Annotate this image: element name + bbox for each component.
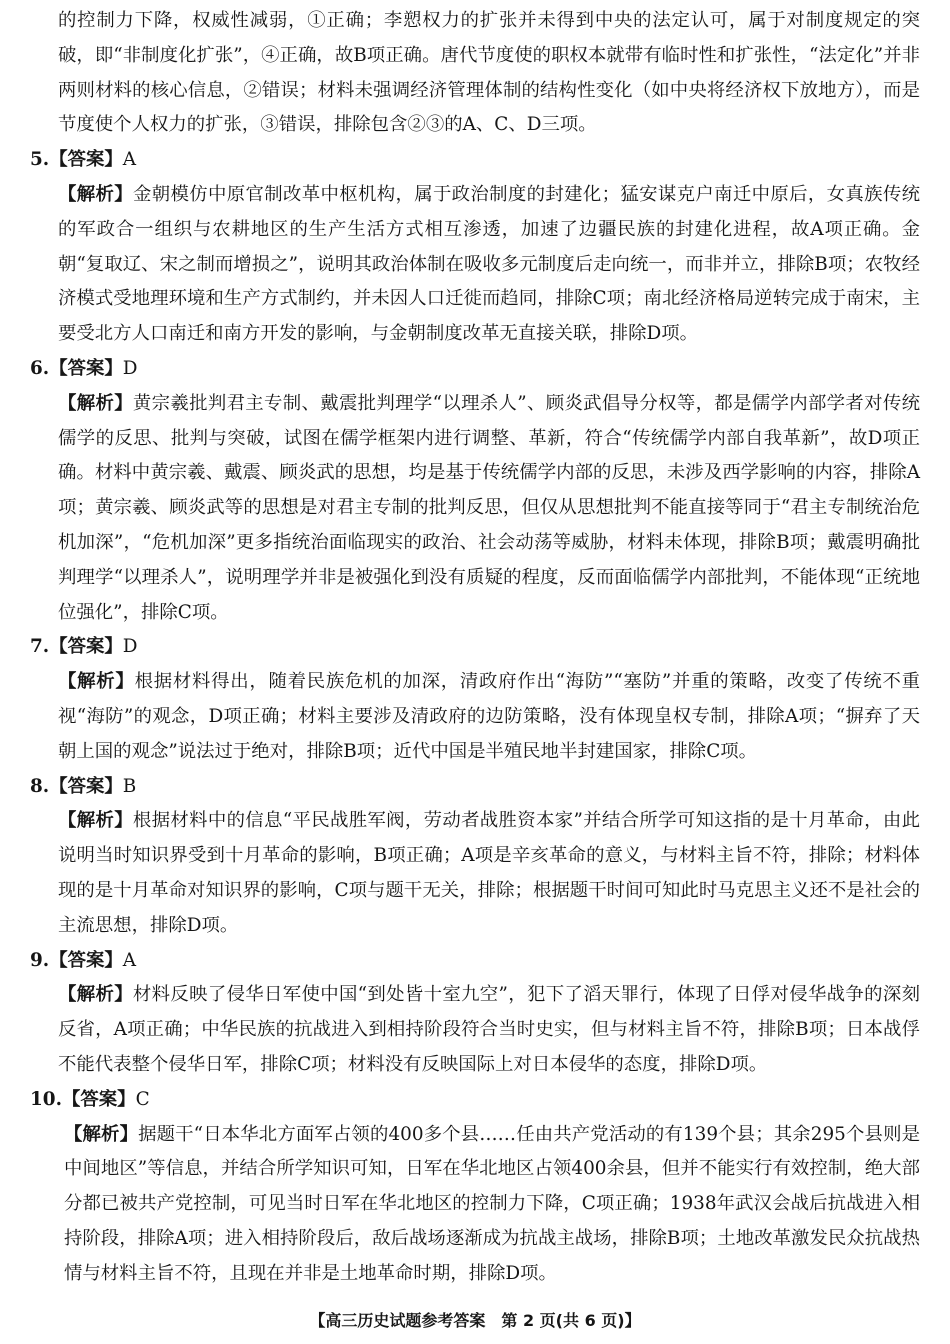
answer-value: D (122, 636, 138, 658)
question-number: 5. (30, 149, 50, 171)
question-number: 7. (30, 636, 50, 658)
answer-line (30, 143, 920, 178)
page-footer: 【高三历史试题参考答案 第 2 页(共 6 页)】 (309, 1311, 641, 1330)
analysis-text: 据题干“日本华北方面军占领的400多个县……任由共产党活动的有139个县；其余295个县则是中间地区”等信息，并结合所学知识可知，日军在华北地区占领400余县，但并不能实行有效控制，绝大部分都已被共产党控制，可见当时日军在华北地区的控制力下降，C项正确；1938年武汉会战后抗战进入相持阶段，排除A项；进入相持阶段后，敌后战场逐渐成为抗战主战场，排除B项；土地改革激发民众抗战热情与材料主旨不符，且现在并非是土地革命时期，排除D项。 (64, 1123, 920, 1284)
analysis-text: 材料反映了侵华日军使中国“到处皆十室九空”，犯下了滔天罪行，体现了日俘对侵华战争的深刻反省，A项正确；中华民族的抗战进入到相持阶段符合当时史实，但与材料主旨不符，排除B项；日本战俘不能代表整个侵华日军，排除C项；材料没有反映国际上对日本侵华的态度，排除D项。 (58, 984, 920, 1075)
answer-tag: 【答案】 (49, 357, 123, 379)
question-block-9 (30, 944, 920, 1083)
answer-line (30, 1083, 920, 1118)
answer-line (30, 770, 920, 805)
analysis-paragraph (30, 387, 920, 631)
answer-line (30, 352, 920, 387)
question-block-6 (30, 352, 920, 630)
analysis-tag: 【解析】 (58, 984, 133, 1006)
question-number: 8. (30, 775, 50, 797)
analysis-tag: 【解析】 (64, 1123, 139, 1145)
analysis-text: 根据材料得出，随着民族危机的加深，清政府作出“海防”“塞防”并重的策略，改变了传统不重视“海防”的观念，D项正确；材料主要涉及清政府的边防策略，没有体现皇权专制，排除A项；“摒弃了天朝上国的观念”说法过于绝对，排除B项；近代中国是半殖民地半封建国家，排除C项。 (58, 671, 920, 762)
answer-tag: 【答案】 (49, 149, 123, 171)
analysis-tag: 【解析】 (58, 810, 133, 832)
answer-value: B (122, 775, 137, 797)
analysis-paragraph (30, 1118, 920, 1292)
analysis-tag: 【解析】 (58, 671, 135, 693)
continued-paragraph: 的控制力下降，权威性减弱，①正确；李愬权力的扩张并未得到中央的法定认可，属于对制度规定的突破，即“非制度化扩张”，④正确，故B项正确。唐代节度使的职权本就带有临时性和扩张性，“法定化”并非两则材料的核心信息，②错误；材料未强调经济管理体制的结构性变化（如中央将经济权下放地方），而是节度使个人权力的扩张，③错误，排除包含②③的A、C、D三项。 (58, 10, 920, 136)
analysis-paragraph (30, 804, 920, 943)
question-block-8 (30, 770, 920, 944)
answer-line (30, 944, 920, 979)
analysis-tag: 【解析】 (58, 183, 133, 205)
analysis-paragraph (30, 665, 920, 769)
analysis-tag: 【解析】 (58, 392, 133, 414)
analysis-text: 黄宗羲批判君主专制、戴震批判理学“以理杀人”、顾炎武倡导分权等，都是儒学内部学者对传统儒学的反思、批判与突破，试图在儒学框架内进行调整、革新，符合“传统儒学内部自我革新”，故D项正确。材料中黄宗羲、戴震、顾炎武的思想，均是基于传统儒学内部的反思，未涉及西学影响的内容，排除A项；黄宗羲、顾炎武等的思想是对君主专制的批判反思，但仅从思想批判不能直接等同于“君主专制统治危机加深”，“危机加深”更多指统治面临现实的政治、社会动荡等威胁，材料未体现，排除B项；戴震明确批判理学“以理杀人”，说明理学并非是被强化到没有质疑的程度，反而面临儒学内部批判，不能体现“正统地位强化”，排除C项。 (58, 392, 920, 623)
question-block-5 (30, 143, 920, 352)
question-block-10 (30, 1083, 920, 1292)
answer-value: A (122, 949, 137, 971)
question-block-7 (30, 630, 920, 769)
analysis-text: 根据材料中的信息“平民战胜军阀，劳动者战胜资本家”并结合所学可知这指的是十月革命，由此说明当时知识界受到十月革命的影响，B项正确；A项是辛亥革命的意义，与材料主旨不符，排除；材料体现的是十月革命对知识界的影响，C项与题干无关，排除；根据题干时间可知此时马克思主义还不是社会的主流思想，排除D项。 (58, 810, 920, 936)
answer-tag: 【答案】 (62, 1088, 136, 1110)
analysis-text: 金朝模仿中原官制改革中枢机构，属于政治制度的封建化；猛安谋克户南迁中原后，女真族传统的军政合一组织与农耕地区的生产生活方式相互渗透，加速了边疆民族的封建化进程，故A项正确。金朝“复取辽、宋之制而增损之”，说明其政治体制在吸收多元制度后走向统一，而非并立，排除B项；农牧经济模式受地理环境和生产方式制约，并未因人口迁徙而趋同，排除C项；南北经济格局逆转完成于南宋，主要受北方人口南迁和南方开发的影响，与金朝制度改革无直接关联，排除D项。 (58, 183, 920, 345)
answer-line (30, 630, 920, 665)
question-number: 10. (30, 1088, 62, 1110)
answer-key-body (30, 4, 920, 1291)
answer-tag: 【答案】 (49, 949, 123, 971)
answer-value: C (135, 1088, 150, 1110)
answer-tag: 【答案】 (49, 775, 123, 797)
question-number: 9. (30, 949, 50, 971)
analysis-paragraph (30, 178, 920, 352)
question-number: 6. (30, 357, 50, 379)
answer-value: A (122, 149, 137, 171)
answer-value: D (122, 357, 138, 379)
answer-tag: 【答案】 (49, 636, 123, 658)
analysis-paragraph (30, 978, 920, 1082)
